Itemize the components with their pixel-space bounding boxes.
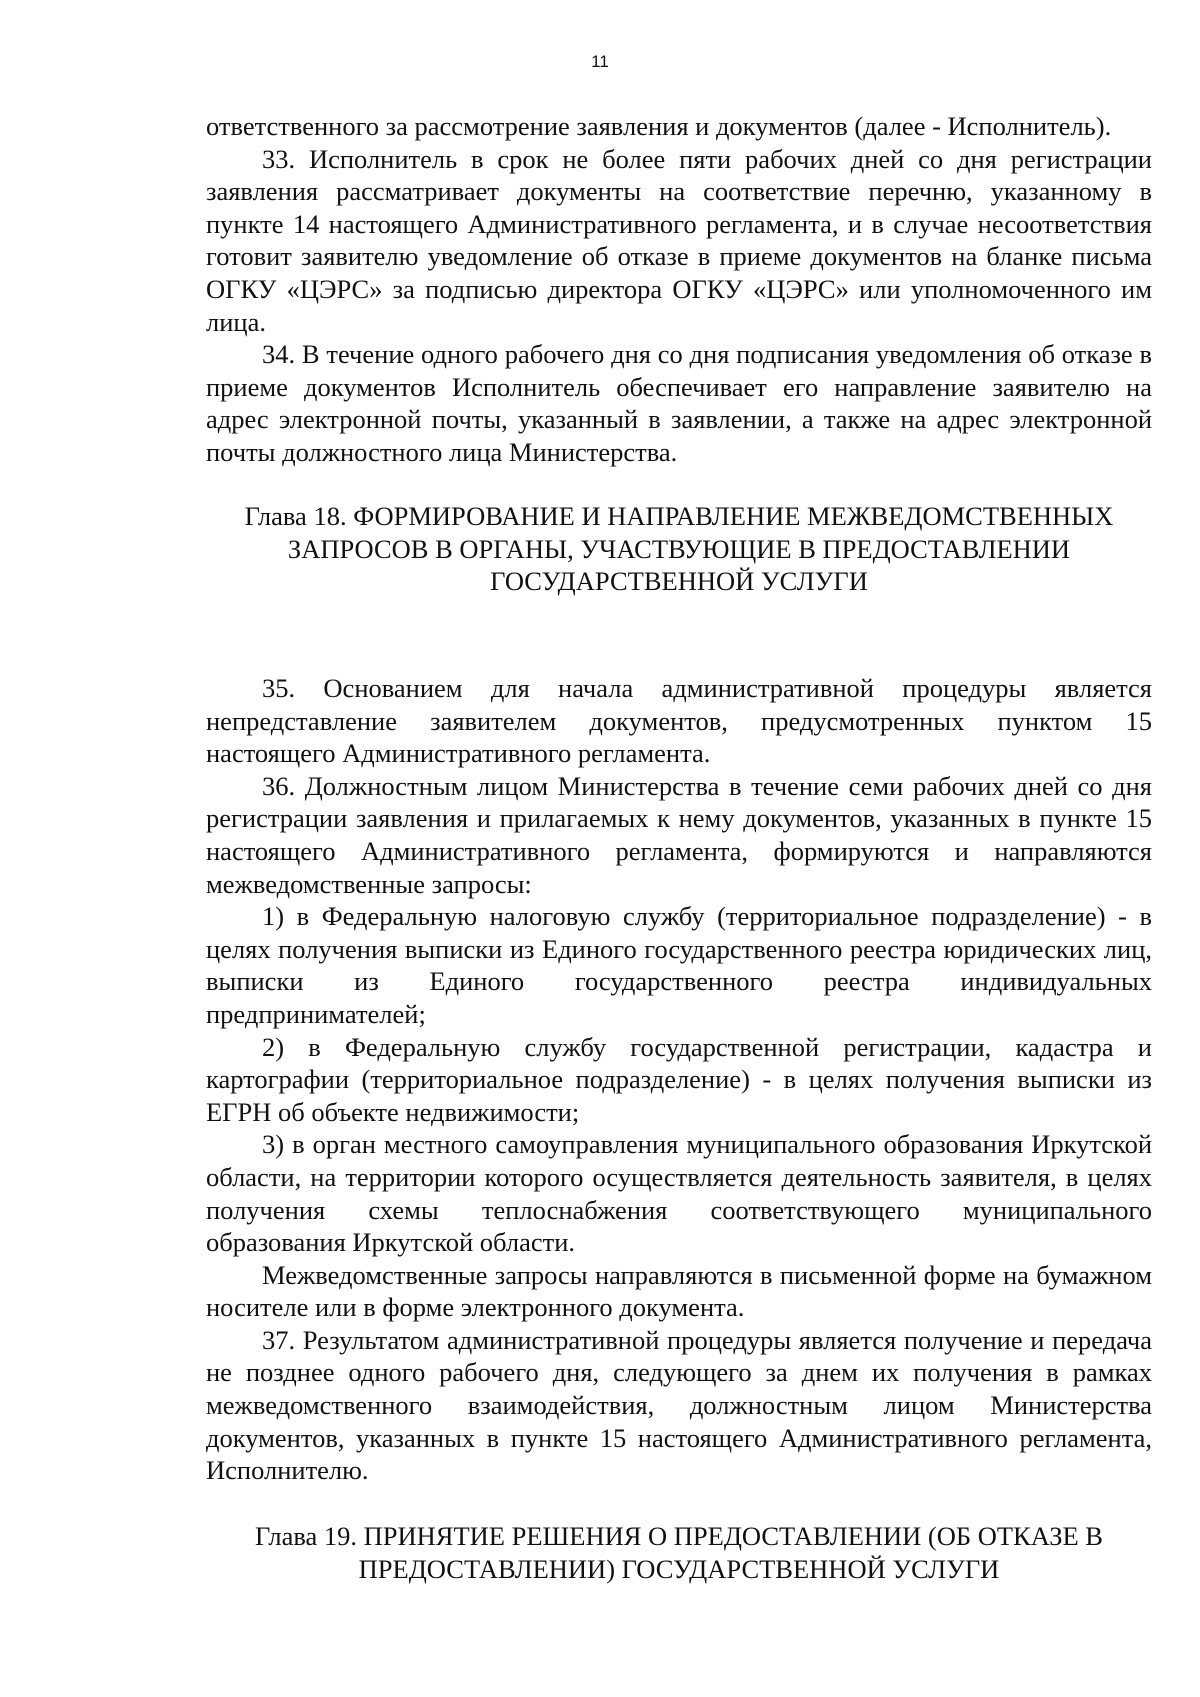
list-item-3: 3) в орган местного самоуправления муниципального образования Иркутской области, на территории которого осуществляется деятельность заявителя, в целях получения схемы теплоснабжения соответствующего муниципального образования Иркутской области. bbox=[206, 1129, 1152, 1258]
paragraph-35: 35. Основанием для начала административной процедуры является непредставление заявителем документов, предусмотренных пунктом 15 настоящего Административного регламента. bbox=[206, 673, 1152, 769]
paragraph-interagency-requests: Межведомственные запросы направляются в письменной форме на бумажном носителе или в форме электронного документа. bbox=[206, 1259, 1152, 1323]
paragraph-37: 37. Результатом административной процедуры является получение и передача не позднее одного рабочего дня, следующего за днем их получения в рамках межведомственного взаимодействия, должностным лицом Министерства документов, указанных в пункте 15 настоящего Административного регламента, Исполнителю. bbox=[206, 1324, 1152, 1486]
chapter-18-line-2: ЗАПРОСОВ В ОРГАНЫ, УЧАСТВУЮЩИЕ В ПРЕДОСТАВЛЕНИИ bbox=[287, 533, 1071, 564]
chapter-19-line-2: ПРЕДОСТАВЛЕНИИ) ГОСУДАРСТВЕННОЙ УСЛУГИ bbox=[358, 1553, 1000, 1584]
text-block-2 bbox=[206, 672, 1152, 1487]
list-item-1: 1) в Федеральную налоговую службу (территориальное подразделение) - в целях получения выписки из Единого государственного реестра юридических лиц, выписки из Единого государственного реестра индивидуальных предпринимателей; bbox=[206, 901, 1152, 1029]
chapter-19-heading bbox=[206, 1520, 1152, 1585]
chapter-18-heading bbox=[206, 500, 1152, 598]
text-block-1 bbox=[206, 110, 1152, 469]
paragraph-continuation: ответственного за рассмотрение заявления и документов (далее - Исполнитель). bbox=[206, 111, 1112, 141]
page-number: 11 bbox=[591, 52, 609, 71]
paragraph-36: 36. Должностным лицом Министерства в течение семи рабочих дней со дня регистрации заявления и прилагаемых к нему документов, указанных в пункте 15 настоящего Административного регламента, формируются и направляются межведомственные запросы: bbox=[206, 770, 1152, 899]
paragraph-33: 33. Исполнитель в срок не более пяти рабочих дней со дня регистрации заявления рассматривает документы на соответствие перечню, указанному в пункте 14 настоящего Административного регламента, и в случае несоответствия готовит заявителю уведомление об отказе в приеме документов на бланке письма ОГКУ «ЦЭРС» за подписью директора ОГКУ «ЦЭРС» или уполномоченного им лица. bbox=[206, 143, 1152, 337]
chapter-18-line-1: Глава 18. ФОРМИРОВАНИЕ И НАПРАВЛЕНИЕ МЕЖВЕДОМСТВЕННЫХ bbox=[244, 501, 1114, 531]
chapter-18-line-3: ГОСУДАРСТВЕННОЙ УСЛУГИ bbox=[490, 566, 868, 597]
list-item-2: 2) в Федеральную службу государственной регистрации, кадастра и картографии (территориальное подразделение) - в целях получения выписки из ЕГРН об объекте недвижимости; bbox=[206, 1031, 1152, 1127]
chapter-19-line-1: Глава 19. ПРИНЯТИЕ РЕШЕНИЯ О ПРЕДОСТАВЛЕНИИ (ОБ ОТКАЗЕ В bbox=[255, 1521, 1103, 1551]
paragraph-34: 34. В течение одного рабочего дня со дня подписания уведомления об отказе в приеме документов Исполнитель обеспечивает его направление заявителю на адрес электронной почты, указанный в заявлении, а также на адрес электронной почты должностного лица Министерства. bbox=[206, 339, 1152, 467]
